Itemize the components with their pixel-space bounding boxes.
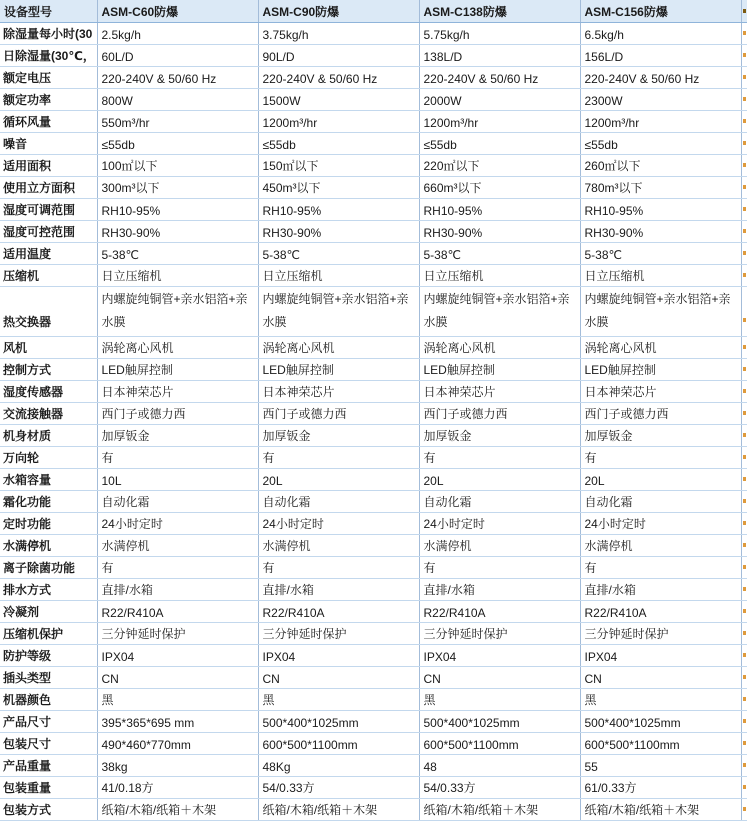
row-label-cell[interactable]: 使用立方面积 <box>0 176 97 198</box>
table-row <box>0 110 747 132</box>
row-label-cell[interactable]: 产品重量 <box>0 754 97 776</box>
value-cell[interactable]: 日立压缩机 <box>97 264 258 286</box>
clipped-text-fragment <box>743 477 746 481</box>
value-cell[interactable]: 有 <box>97 556 258 578</box>
row-label-cell[interactable]: 包装方式 <box>0 798 97 820</box>
table-row <box>0 776 747 798</box>
value-cell[interactable]: 5-38℃ <box>258 242 419 264</box>
value-cell[interactable]: 黑 <box>580 688 741 710</box>
row-label-cell[interactable]: 万向轮 <box>0 446 97 468</box>
row-label-cell[interactable]: 产品尺寸 <box>0 710 97 732</box>
clipped-column-cell <box>741 380 747 402</box>
value-cell[interactable]: LED触屏控制 <box>258 358 419 380</box>
table-row <box>0 66 747 88</box>
header-cell-label[interactable]: 设备型号 <box>0 0 97 22</box>
value-cell[interactable]: 加厚钣金 <box>419 424 580 446</box>
row-label-cell[interactable]: 交流接触器 <box>0 402 97 424</box>
clipped-column-cell <box>741 710 747 732</box>
clipped-text-fragment <box>743 163 746 167</box>
value-cell[interactable]: 西门子或德力西 <box>97 402 258 424</box>
row-label-cell[interactable]: 湿度可控范围 <box>0 220 97 242</box>
row-label-cell[interactable]: 包装尺寸 <box>0 732 97 754</box>
clipped-column-cell <box>741 402 747 424</box>
value-cell[interactable]: 24小时定时 <box>97 512 258 534</box>
value-cell[interactable]: 138L/D <box>419 44 580 66</box>
value-cell[interactable]: R22/R410A <box>580 600 741 622</box>
header-cell-model[interactable]: ASM-C90防爆 <box>258 0 419 22</box>
clipped-column-cell <box>741 578 747 600</box>
clipped-column-cell <box>741 264 747 286</box>
row-label-cell[interactable]: 适用温度 <box>0 242 97 264</box>
value-cell[interactable]: 220-240V & 50/60 Hz <box>580 66 741 88</box>
clipped-column-cell <box>741 688 747 710</box>
value-cell[interactable]: 220-240V & 50/60 Hz <box>419 66 580 88</box>
value-cell[interactable]: 24小时定时 <box>419 512 580 534</box>
value-cell[interactable]: 涡轮离心风机 <box>97 336 258 358</box>
value-cell[interactable]: RH30-90% <box>419 220 580 242</box>
value-cell[interactable]: 水满停机 <box>580 534 741 556</box>
value-cell[interactable]: 三分钟延时保护 <box>419 622 580 644</box>
clipped-text-fragment <box>743 499 746 503</box>
value-cell[interactable]: IPX04 <box>258 644 419 666</box>
clipped-text-fragment <box>743 609 746 613</box>
clipped-column-cell <box>741 512 747 534</box>
table-row <box>0 336 747 358</box>
value-cell[interactable]: 2000W <box>419 88 580 110</box>
value-cell[interactable]: 5-38℃ <box>580 242 741 264</box>
clipped-column-cell <box>741 198 747 220</box>
value-cell[interactable]: 黑 <box>97 688 258 710</box>
clipped-text-fragment <box>743 75 746 79</box>
value-cell[interactable]: LED触屏控制 <box>580 358 741 380</box>
value-cell[interactable]: 100㎡以下 <box>97 154 258 176</box>
clipped-text-fragment <box>743 697 746 701</box>
table-row <box>0 286 747 336</box>
table-row <box>0 220 747 242</box>
value-cell[interactable]: 24小时定时 <box>580 512 741 534</box>
header-row <box>0 0 747 22</box>
value-cell[interactable]: 24小时定时 <box>258 512 419 534</box>
value-cell[interactable]: 550m³/hr <box>97 110 258 132</box>
row-label-cell[interactable]: 压缩机 <box>0 264 97 286</box>
value-cell[interactable]: 500*400*1025mm <box>258 710 419 732</box>
value-cell[interactable]: 600*500*1100mm <box>258 732 419 754</box>
table-row <box>0 688 747 710</box>
clipped-text-fragment <box>743 521 746 525</box>
table-row <box>0 44 747 66</box>
row-label-cell[interactable]: 机器颜色 <box>0 688 97 710</box>
value-cell[interactable]: 有 <box>97 446 258 468</box>
value-cell[interactable]: 西门子或德力西 <box>580 402 741 424</box>
value-cell[interactable]: 自动化霜 <box>97 490 258 512</box>
value-cell[interactable]: 10L <box>97 468 258 490</box>
value-cell[interactable]: 自动化霜 <box>258 490 419 512</box>
value-cell[interactable]: 1200m³/hr <box>258 110 419 132</box>
table-row <box>0 622 747 644</box>
table-row <box>0 264 747 286</box>
row-label-cell[interactable]: 日除湿量(30℃， <box>0 44 97 66</box>
header-cell-model[interactable]: ASM-C156防爆 <box>580 0 741 22</box>
value-cell[interactable]: 90L/D <box>258 44 419 66</box>
clipped-column-cell <box>741 286 747 336</box>
table-row <box>0 732 747 754</box>
table-row <box>0 754 747 776</box>
row-label-cell[interactable]: 热交换器 <box>0 286 97 336</box>
table-row <box>0 512 747 534</box>
clipped-text-fragment <box>743 719 746 723</box>
value-cell[interactable]: 600*500*1100mm <box>419 732 580 754</box>
table-row <box>0 556 747 578</box>
clipped-column-cell <box>741 798 747 820</box>
clipped-column-cell <box>741 556 747 578</box>
table-row <box>0 402 747 424</box>
table-row <box>0 798 747 820</box>
table-row <box>0 644 747 666</box>
value-cell[interactable]: 日本神荣芯片 <box>258 380 419 402</box>
value-cell[interactable]: ≤55db <box>580 132 741 154</box>
row-label-cell[interactable]: 水满停机 <box>0 534 97 556</box>
row-label-cell[interactable]: 风机 <box>0 336 97 358</box>
value-cell[interactable]: 直排/水箱 <box>419 578 580 600</box>
value-cell[interactable]: 1200m³/hr <box>419 110 580 132</box>
value-cell[interactable]: 水满停机 <box>97 534 258 556</box>
value-cell[interactable]: 涡轮离心风机 <box>258 336 419 358</box>
row-label-cell[interactable]: 冷凝剂 <box>0 600 97 622</box>
value-cell[interactable]: 内螺旋纯铜管+亲水铝箔+亲水膜 <box>419 286 580 336</box>
clipped-column-cell <box>741 776 747 798</box>
value-cell[interactable]: 60L/D <box>97 44 258 66</box>
row-label-cell[interactable]: 额定功率 <box>0 88 97 110</box>
clipped-text-fragment <box>743 207 746 211</box>
table-row <box>0 22 747 44</box>
row-label-cell[interactable]: 包装重量 <box>0 776 97 798</box>
value-cell[interactable]: ≤55db <box>97 132 258 154</box>
value-cell[interactable]: 自动化霜 <box>580 490 741 512</box>
value-cell[interactable]: RH10-95% <box>580 198 741 220</box>
row-label-cell[interactable]: 霜化功能 <box>0 490 97 512</box>
row-label-cell[interactable]: 适用面积 <box>0 154 97 176</box>
value-cell[interactable]: 220㎡以下 <box>419 154 580 176</box>
header-cell-model[interactable]: ASM-C60防爆 <box>97 0 258 22</box>
clipped-text-fragment <box>743 318 746 322</box>
value-cell[interactable]: R22/R410A <box>97 600 258 622</box>
value-cell[interactable]: 日本神荣芯片 <box>580 380 741 402</box>
value-cell[interactable]: 有 <box>258 556 419 578</box>
row-label-cell[interactable]: 防护等级 <box>0 644 97 666</box>
clipped-column-cell <box>741 446 747 468</box>
value-cell[interactable]: 61/0.33方 <box>580 776 741 798</box>
table-body <box>0 22 747 820</box>
value-cell[interactable]: R22/R410A <box>419 600 580 622</box>
value-cell[interactable]: 纸箱/木箱/纸箱＋木架 <box>419 798 580 820</box>
clipped-text-fragment <box>743 273 746 277</box>
value-cell[interactable]: CN <box>580 666 741 688</box>
table-row <box>0 242 747 264</box>
clipped-text-fragment <box>743 785 746 789</box>
value-cell[interactable]: 三分钟延时保护 <box>258 622 419 644</box>
value-cell[interactable]: 5.75kg/h <box>419 22 580 44</box>
value-cell[interactable]: LED触屏控制 <box>419 358 580 380</box>
table-row <box>0 424 747 446</box>
clipped-column-cell <box>741 110 747 132</box>
clipped-column-cell <box>741 22 747 44</box>
clipped-column-cell <box>741 154 747 176</box>
clipped-column-cell <box>741 88 747 110</box>
table-row <box>0 600 747 622</box>
value-cell[interactable]: 2300W <box>580 88 741 110</box>
table-row <box>0 380 747 402</box>
clipped-column-cell <box>741 622 747 644</box>
value-cell[interactable]: RH30-90% <box>97 220 258 242</box>
value-cell[interactable]: 黑 <box>258 688 419 710</box>
value-cell[interactable]: 1200m³/hr <box>580 110 741 132</box>
clipped-text-fragment <box>743 433 746 437</box>
clipped-column-cell <box>741 534 747 556</box>
value-cell[interactable]: 有 <box>419 556 580 578</box>
value-cell[interactable]: CN <box>258 666 419 688</box>
clipped-column-cell <box>741 666 747 688</box>
value-cell[interactable]: CN <box>97 666 258 688</box>
clipped-text-fragment <box>743 141 746 145</box>
row-label-cell[interactable]: 循环风量 <box>0 110 97 132</box>
value-cell[interactable]: ≤55db <box>419 132 580 154</box>
row-label-cell[interactable]: 插头类型 <box>0 666 97 688</box>
value-cell[interactable]: 38kg <box>97 754 258 776</box>
value-cell[interactable]: 660m³以下 <box>419 176 580 198</box>
value-cell[interactable]: 黑 <box>419 688 580 710</box>
clipped-text-fragment <box>743 741 746 745</box>
value-cell[interactable]: 有 <box>580 446 741 468</box>
value-cell[interactable]: 780m³以下 <box>580 176 741 198</box>
clipped-text-fragment <box>743 345 746 349</box>
value-cell[interactable]: 西门子或德力西 <box>258 402 419 424</box>
clipped-text-fragment <box>743 653 746 657</box>
row-label-cell[interactable]: 离子除菌功能 <box>0 556 97 578</box>
value-cell[interactable]: 直排/水箱 <box>580 578 741 600</box>
value-cell[interactable]: 156L/D <box>580 44 741 66</box>
value-cell[interactable]: 20L <box>258 468 419 490</box>
value-cell[interactable]: 1500W <box>258 88 419 110</box>
row-label-cell[interactable]: 除湿量每小时(30 <box>0 22 97 44</box>
table-row <box>0 154 747 176</box>
clipped-text-fragment <box>743 251 746 255</box>
value-cell[interactable]: 自动化霜 <box>419 490 580 512</box>
row-label-cell[interactable]: 水箱容量 <box>0 468 97 490</box>
value-cell[interactable]: 395*365*695 mm <box>97 710 258 732</box>
value-cell[interactable]: 54/0.33方 <box>419 776 580 798</box>
value-cell[interactable]: 41/0.18方 <box>97 776 258 798</box>
table-row <box>0 176 747 198</box>
table-row <box>0 534 747 556</box>
clipped-column-cell <box>741 424 747 446</box>
table-row <box>0 198 747 220</box>
value-cell[interactable]: 加厚钣金 <box>97 424 258 446</box>
value-cell[interactable]: 600*500*1100mm <box>580 732 741 754</box>
table-row <box>0 88 747 110</box>
value-cell[interactable]: CN <box>419 666 580 688</box>
row-label-cell[interactable]: 压缩机保护 <box>0 622 97 644</box>
clipped-column-cell <box>741 754 747 776</box>
table-row <box>0 358 747 380</box>
value-cell[interactable]: 纸箱/木箱/纸箱＋木架 <box>258 798 419 820</box>
value-cell[interactable]: IPX04 <box>97 644 258 666</box>
value-cell[interactable]: 加厚钣金 <box>580 424 741 446</box>
row-label-cell[interactable]: 湿度传感器 <box>0 380 97 402</box>
value-cell[interactable]: 54/0.33方 <box>258 776 419 798</box>
value-cell[interactable]: 有 <box>580 556 741 578</box>
row-label-cell[interactable]: 额定电压 <box>0 66 97 88</box>
value-cell[interactable]: 三分钟延时保护 <box>97 622 258 644</box>
value-cell[interactable]: 日立压缩机 <box>258 264 419 286</box>
clipped-column-cell <box>741 358 747 380</box>
value-cell[interactable]: R22/R410A <box>258 600 419 622</box>
value-cell[interactable]: 2.5kg/h <box>97 22 258 44</box>
clipped-text-fragment <box>743 119 746 123</box>
value-cell[interactable]: 涡轮离心风机 <box>580 336 741 358</box>
table-row <box>0 490 747 512</box>
header-cell-model[interactable]: ASM-C138防爆 <box>419 0 580 22</box>
value-cell[interactable]: 260㎡以下 <box>580 154 741 176</box>
clipped-column-cell <box>741 132 747 154</box>
value-cell[interactable]: 内螺旋纯铜管+亲水铝箔+亲水膜 <box>258 286 419 336</box>
value-cell[interactable]: 20L <box>419 468 580 490</box>
value-cell[interactable]: LED触屏控制 <box>97 358 258 380</box>
value-cell[interactable]: 3.75kg/h <box>258 22 419 44</box>
clipped-column-cell <box>741 44 747 66</box>
clipped-column-header <box>741 0 747 22</box>
table-row <box>0 710 747 732</box>
clipped-text-fragment <box>743 763 746 767</box>
value-cell[interactable]: 500*400*1025mm <box>580 710 741 732</box>
row-label-cell[interactable]: 噪音 <box>0 132 97 154</box>
clipped-text-fragment <box>743 31 746 35</box>
value-cell[interactable]: 纸箱/木箱/纸箱＋木架 <box>97 798 258 820</box>
table-row <box>0 468 747 490</box>
value-cell[interactable]: RH10-95% <box>97 198 258 220</box>
value-cell[interactable]: 48Kg <box>258 754 419 776</box>
clipped-text-fragment <box>743 455 746 459</box>
value-cell[interactable]: RH10-95% <box>419 198 580 220</box>
clipped-text-fragment <box>743 631 746 635</box>
value-cell[interactable]: 内螺旋纯铜管+亲水铝箔+亲水膜 <box>580 286 741 336</box>
value-cell[interactable]: 5-38℃ <box>419 242 580 264</box>
clipped-text-fragment <box>743 389 746 393</box>
value-cell[interactable]: 800W <box>97 88 258 110</box>
row-label-cell[interactable]: 排水方式 <box>0 578 97 600</box>
value-cell[interactable]: IPX04 <box>580 644 741 666</box>
value-cell[interactable]: 490*460*770mm <box>97 732 258 754</box>
clipped-text-fragment <box>743 675 746 679</box>
value-cell[interactable]: ≤55db <box>258 132 419 154</box>
clipped-column-cell <box>741 336 747 358</box>
value-cell[interactable]: 48 <box>419 754 580 776</box>
value-cell[interactable]: 500*400*1025mm <box>419 710 580 732</box>
clipped-text-fragment <box>743 587 746 591</box>
value-cell[interactable]: 西门子或德力西 <box>419 402 580 424</box>
value-cell[interactable]: 涡轮离心风机 <box>419 336 580 358</box>
value-cell[interactable]: 内螺旋纯铜管+亲水铝箔+亲水膜 <box>97 286 258 336</box>
clipped-text-fragment <box>743 807 746 811</box>
value-cell[interactable]: 水满停机 <box>419 534 580 556</box>
clipped-text-fragment <box>743 185 746 189</box>
clipped-column-cell <box>741 490 747 512</box>
row-label-cell[interactable]: 湿度可调范围 <box>0 198 97 220</box>
clipped-column-cell <box>741 732 747 754</box>
clipped-column-cell <box>741 468 747 490</box>
row-label-cell[interactable]: 机身材质 <box>0 424 97 446</box>
clipped-column-cell <box>741 644 747 666</box>
value-cell[interactable]: 日本神荣芯片 <box>97 380 258 402</box>
value-cell[interactable]: 水满停机 <box>258 534 419 556</box>
value-cell[interactable]: IPX04 <box>419 644 580 666</box>
value-cell[interactable]: RH30-90% <box>258 220 419 242</box>
value-cell[interactable]: 日本神荣芯片 <box>419 380 580 402</box>
clipped-text-fragment <box>743 411 746 415</box>
value-cell[interactable]: 450m³以下 <box>258 176 419 198</box>
clipped-text-fragment <box>743 367 746 371</box>
value-cell[interactable]: 220-240V & 50/60 Hz <box>97 66 258 88</box>
value-cell[interactable]: 日立压缩机 <box>580 264 741 286</box>
row-label-cell[interactable]: 控制方式 <box>0 358 97 380</box>
table-row <box>0 578 747 600</box>
value-cell[interactable]: 6.5kg/h <box>580 22 741 44</box>
table-row <box>0 446 747 468</box>
clipped-column-cell <box>741 220 747 242</box>
value-cell[interactable]: 日立压缩机 <box>419 264 580 286</box>
clipped-text-fragment <box>743 97 746 101</box>
value-cell[interactable]: 20L <box>580 468 741 490</box>
clipped-text-fragment <box>743 565 746 569</box>
value-cell[interactable]: 有 <box>419 446 580 468</box>
value-cell[interactable]: 加厚钣金 <box>258 424 419 446</box>
clipped-column-cell <box>741 600 747 622</box>
value-cell[interactable]: RH10-95% <box>258 198 419 220</box>
clipped-column-cell <box>741 242 747 264</box>
clipped-text-fragment <box>743 543 746 547</box>
value-cell[interactable]: RH30-90% <box>580 220 741 242</box>
table-row <box>0 666 747 688</box>
value-cell[interactable]: 有 <box>258 446 419 468</box>
value-cell[interactable]: 直排/水箱 <box>258 578 419 600</box>
value-cell[interactable]: 三分钟延时保护 <box>580 622 741 644</box>
value-cell[interactable]: 直排/水箱 <box>97 578 258 600</box>
clipped-text-fragment <box>743 53 746 57</box>
value-cell[interactable]: 300m³以下 <box>97 176 258 198</box>
value-cell[interactable]: 5-38℃ <box>97 242 258 264</box>
table-row <box>0 132 747 154</box>
value-cell[interactable]: 150㎡以下 <box>258 154 419 176</box>
row-label-cell[interactable]: 定时功能 <box>0 512 97 534</box>
clipped-text-fragment <box>743 9 746 13</box>
clipped-column-cell <box>741 66 747 88</box>
value-cell[interactable]: 220-240V & 50/60 Hz <box>258 66 419 88</box>
value-cell[interactable]: 55 <box>580 754 741 776</box>
clipped-column-cell <box>741 176 747 198</box>
value-cell[interactable]: 纸箱/木箱/纸箱＋木架 <box>580 798 741 820</box>
clipped-text-fragment <box>743 229 746 233</box>
